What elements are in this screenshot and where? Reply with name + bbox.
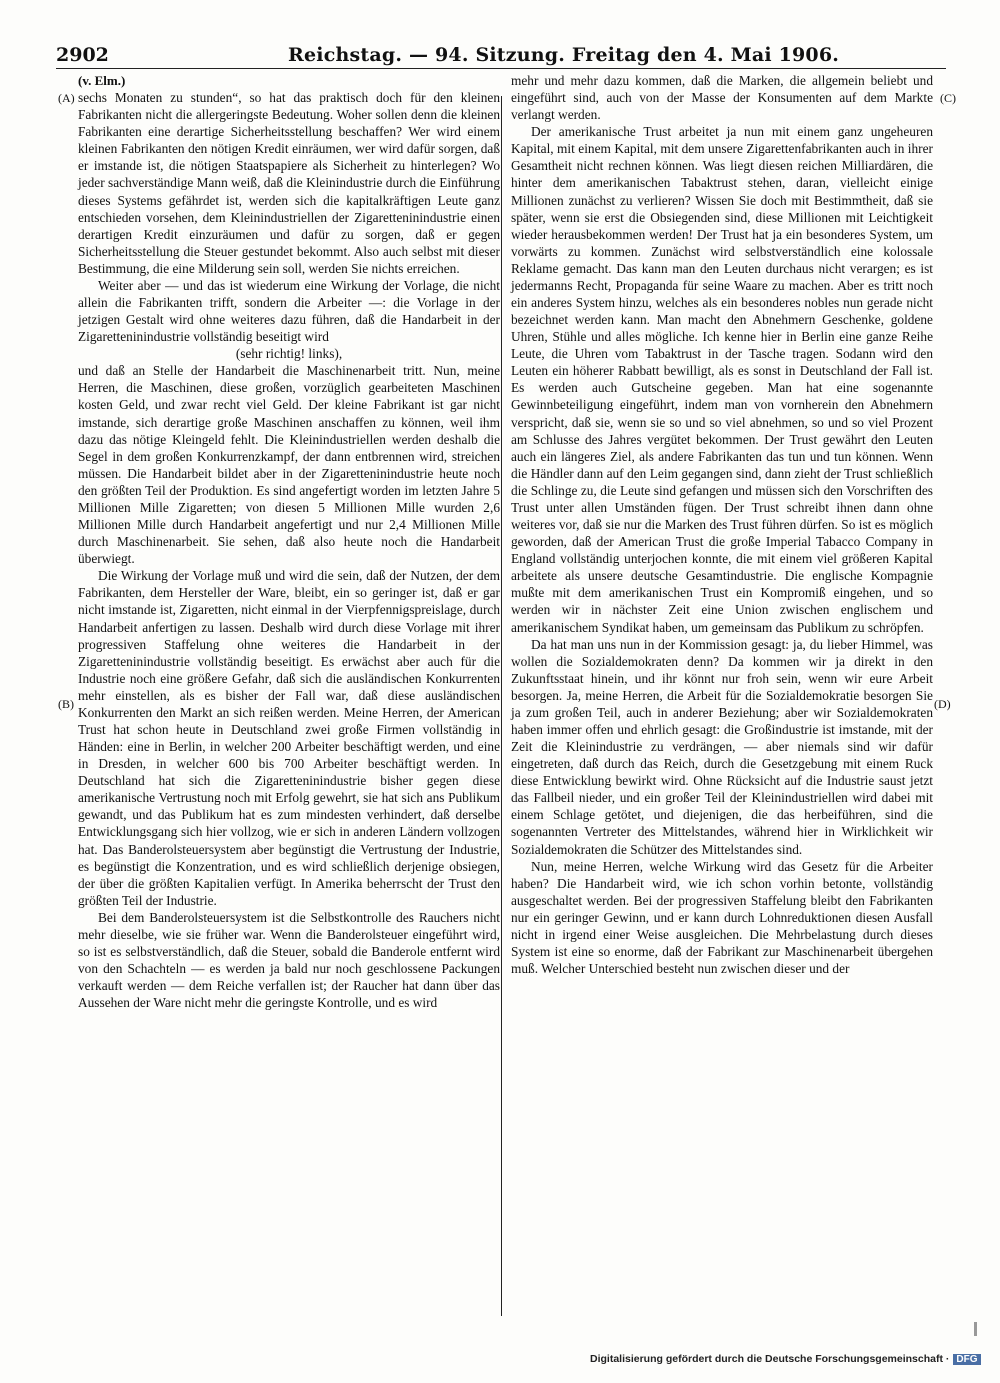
margin-letter-a: (A) [58, 91, 75, 105]
paragraph: Bei dem Banderolsteuersystem ist die Selbstkontrolle des Rauchers nicht mehr dieselbe, wie sie früher war. Wenn die Banderolsteuer eingeführt wird, so ist es selbstverständlich, daß die Steuer, sobald die Banderole entfernt wird von den Schachteln — es werden ja bald nur noch geschlossene Packungen verkauft werden — dem Reiche verfallen ist; der Raucher hat dann über das Aussehen der Ware nicht mehr die geringste Kontrolle, und es wird [78, 909, 500, 1011]
digitization-footer [590, 1353, 981, 1365]
paragraph: sechs Monaten zu stunden“, so hat das praktisch doch für den kleinen Fabrikanten nicht die allergeringste Bedeutung. Woher sollen denn die kleinen Fabrikanten eine derartige Sicherheitsstellung beschaffen? Wer wird einem kleinen Fabrikanten den nötigen Kredit einräumen, wer wird dafür sorgen, daß er imstande ist, die nötigen Staatspapiere als Sicherheit zu hinterlegen? Wo jeder sachverständige Mann weiß, daß die Kleinindustrie durch die Einführung dieses Systems gefährdet ist, werden sich die kapitalkräftigen Leute ganz entschieden vorsehen, dem Kleinindustriellen der Zigaretteninindustrie einen derartigen Kredit einzuräumen und dafür zu sorgen, daß er gegen Sicherheitsstellung die Steuer gestundet bekommt. Also auch selbst mit dieser Bestimmung, die eine Milderung sein soll, werden Sie nichts erreichen. [78, 90, 500, 276]
page-number: 2902 [56, 44, 109, 66]
paragraph: und daß an Stelle der Handarbeit die Maschinenarbeit tritt. Nun, meine Herren, die Maschinen, diese großen, vorzüglich gearbeiteten Maschinen kosten Geld, und zwar recht viel Geld. Der kleine Fabrikant ist gar nicht imstande, sich derartige große Maschinen anschaffen zu können, weil ihm dazu das nötige Kleingeld fehlt. Die Kleinindustriellen werden deshalb die Segel in dem großen Konkurrenzkampf, der dann entbrennen wird, streichen müssen. Die Handarbeit bildet aber in der Zigaretteninindustrie heute noch den größten Teil der Produktion. Es sind angefertigt worden im letzten Jahre 5 Millionen Mille Zigaretten; von diesen 5 Millionen Mille wurden 2,6 Millionen Mille durch Handarbeit angefertigt und nur 2,4 Millionen Mille durch Maschinenarbeit. Sie sehen, daß also heute noch die Handarbeit überwiegt. [78, 363, 500, 567]
running-head: Reichstag. — 94. Sitzung. Freitag den 4. Mai 1906. [288, 44, 840, 66]
column-divider [501, 96, 502, 1316]
paragraph: Weiter aber — und das ist wiederum eine Wirkung der Vorlage, die nicht allein die Fabrikanten trifft, sondern die Arbeiter —: die Vorlage in der jetzigen Gestalt wird ohne weiteres dazu führen, daß die Handarbeit in der Zigaretteninindustrie vollständig beseitigt wird [78, 277, 500, 345]
scan-edge-mark [974, 1322, 977, 1336]
margin-letter-c: (C) [940, 91, 956, 105]
margin-letter-d: (D) [934, 697, 951, 711]
margin-letter-b: (B) [58, 697, 74, 711]
paragraph: Die Wirkung der Vorlage muß und wird die sein, daß der Nutzen, der dem Fabrikanten, dem Hersteller der Ware, bleibt, ein so geringer ist, daß er gar nicht imstande ist, Zigaretten, nicht einmal in der Vierpfennigspreislage, durch Handarbeit anfertigen zu lassen. Deshalb wird durch diese Vorlage mit ihrer progressiven Staffelung ohne weiteres die Handarbeit in der Zigaretteninindustrie vollständig beseitigt. Es erwächst aber auch für die Industrie noch eine größere Gefahr, daß sich die ausländischen Konkurrenten mehr einstellen, als es bisher der Fall war, daß diese ausländischen Konkurrenten den Markt an sich reißen werden. Meine Herren, der American Trust hat schon heute in Deutschland zwei große Firmen vollständig in Händen: eine in Berlin, in welcher 200 Arbeiter beschäftigt werden, und eine in Dresden, in welcher 600 bis 700 Arbeiter beschäftigt werden. In Deutschland hat sich die Zigaretteninindustrie bisher gegen diese amerikanische Vertrustung noch mit Erfolg gewehrt, sie hat sich ans Publikum gewandt, und das Publikum hat es zum mindesten verhindert, daß derselbe Entwicklungsgang sich hier vollzog, wie er sich in anderen Ländern vollzogen hat. Das Banderolsteuersystem aber begünstigt die Vertrustung der Industrie, es begünstigt die Konzentration, und es wird schließlich derjenige obsiegen, der über die größten Kapitalien verfügt. In Amerika beherrscht der Trust den größten Teil der Industrie. [78, 568, 500, 908]
paragraph: Der amerikanische Trust arbeitet ja nun mit einem ganz ungeheuren Kapital, mit einem Kapital, mit dem unsere Zigarettenfabrikanten auch in ihrer Gesamtheit nicht rechnen können. Was liegt diesen reichen Milliardären, die hinter dem amerikanischen Tabaktrust stehen, daran, vielleicht einige Millionen zunächst zu verlieren? Wissen Sie doch mit Bestimmtheit, daß sie später, wenn sie erst die Obsiegenden sind, diese Millionen mit Leichtigkeit wieder herausbekommen werden! Der Trust hat ja ein besonderes System, um vorwärts zu kommen. Zunächst wird selbstverständlich eine kolossale Reklame gemacht. Das kann man den Leuten durchaus nicht verargen; es ist jedermanns Recht, Propaganda für seine Waare zu machen. Aber es tritt noch ein anderes System hinzu, welches als ein besonderes nobles nun gerade nicht bezeichnet werden kann. Man macht den Abnehmern Geschenke, goldene Uhren, Stühle und alles mögliche. Ich kenne hier in Berlin eine ganze Reihe Leute, die Uhren vom Tabaktrust in der Tasche tragen. Sodann wird den Leuten ein höherer Rabbatt bewilligt, als es sonst in Deutschland der Fall ist. Es werden auch Gutscheine gegeben. Man hat eine sogenannte Gewinnbeteiligung eingeführt, indem man von vornherein den Abnehmern verspricht, daß sie, wenn sie so und so viel abnehmen, so und so viel Prozent am Schlusse des Jahres vergütet bekommen. Der Trust gewährt den Leuten auch ein längeres Ziel, als andere Fabrikanten das tun und tun können. Wenn die Händler dann auf den Leim gegangen sind, dann zieht der Trust schließlich die Schlinge zu, die Leute sind gefangen und müssen sich den Vorschriften des Trust unter allen Umständen fügen. Der Trust schreibt ihnen dann ohne weiteres vor, daß sie nur die Marken des Trust führen dürfen. So ist es möglich geworden, daß der American Trust die große Imperial Tabacco Company in England vollständig unterjochen konnte, die mit einem viel größeren Kapital arbeitete als unsere deutsche Gesamtindustrie. Die englische Kompagnie mußte mit dem amerikanischen Trust ein Kompromiß eingehen, und so werden wir in nächster Zeit eine Union zwischen englischem und amerikanischem Syndikat haben, um gemeinsam das Publikum zu schröpfen. [511, 124, 933, 635]
interjection: (sehr richtig! links), [235, 346, 343, 362]
speaker-label: (v. Elm.) [78, 73, 126, 88]
page-header [56, 44, 946, 69]
left-column [78, 72, 500, 1011]
paragraph: Da hat man uns nun in der Kommission gesagt: ja, du lieber Himmel, was wollen die Sozialdemokraten denn? Da kommen wir ja direkt in den Zukunftsstaat hinein, und ihr könnt nur froh sein, wenn wir eure Arbeit besorgen. Ja, meine Herren, die Arbeit für die Sozialdemokratie besorgen Sie ja zum großen Teil, auch in anderer Beziehung; aber wir Sozialdemokraten haben immer offen und ehrlich gesagt: die Großindustrie ist imstande, mit der Zeit die Kleinindustrie zu verdrängen, — aber niemals sind wir dafür eingetreten, daß durch das Reich, durch die Gesetzgebung mit einem Ruck diese Entwicklung bewirkt wird. Ohne Rücksicht auf die Industrie saust jetzt das Fallbeil nieder, und ein großer Teil der Kleinindustriellen wird dabei mit einem Schlage getötet, und diejenigen, die das herbeiführen, sind die sogenannten Vertreter des Mittelstandes, während hier in Wirklichkeit wir Sozialdemokraten die Schützer des Mittelstandes sind. [511, 636, 933, 857]
dfg-logo: DFG [953, 1354, 980, 1365]
paragraph: mehr und mehr dazu kommen, daß die Marken, die allgemein beliebt und eingeführt sind, auch von der Masse der Konsumenten auf dem Markte verlangt werden. [511, 73, 933, 123]
right-column [511, 72, 933, 977]
paragraph: Nun, meine Herren, welche Wirkung wird das Gesetz für die Arbeiter haben? Die Handarbeit wird, wie ich schon vorhin betonte, vollständig ausgeschaltet werden. Bei der progressiven Staffelung bleibt den Fabrikanten nur ein geringer Gewinn, und er kann durch Lohnreduktionen diesen Ausfall nicht in irgend einer Weise ausgleichen. Die Mehrbelastung durch dieses System ist eine so enorme, daß der Fabrikant zur Maschinenarbeit übergehen muß. Welcher Unterschied besteht nun zwischen dieser und der [511, 858, 933, 977]
footer-text: Digitalisierung gefördert durch die Deutsche Forschungsgemeinschaft · [590, 1353, 950, 1365]
